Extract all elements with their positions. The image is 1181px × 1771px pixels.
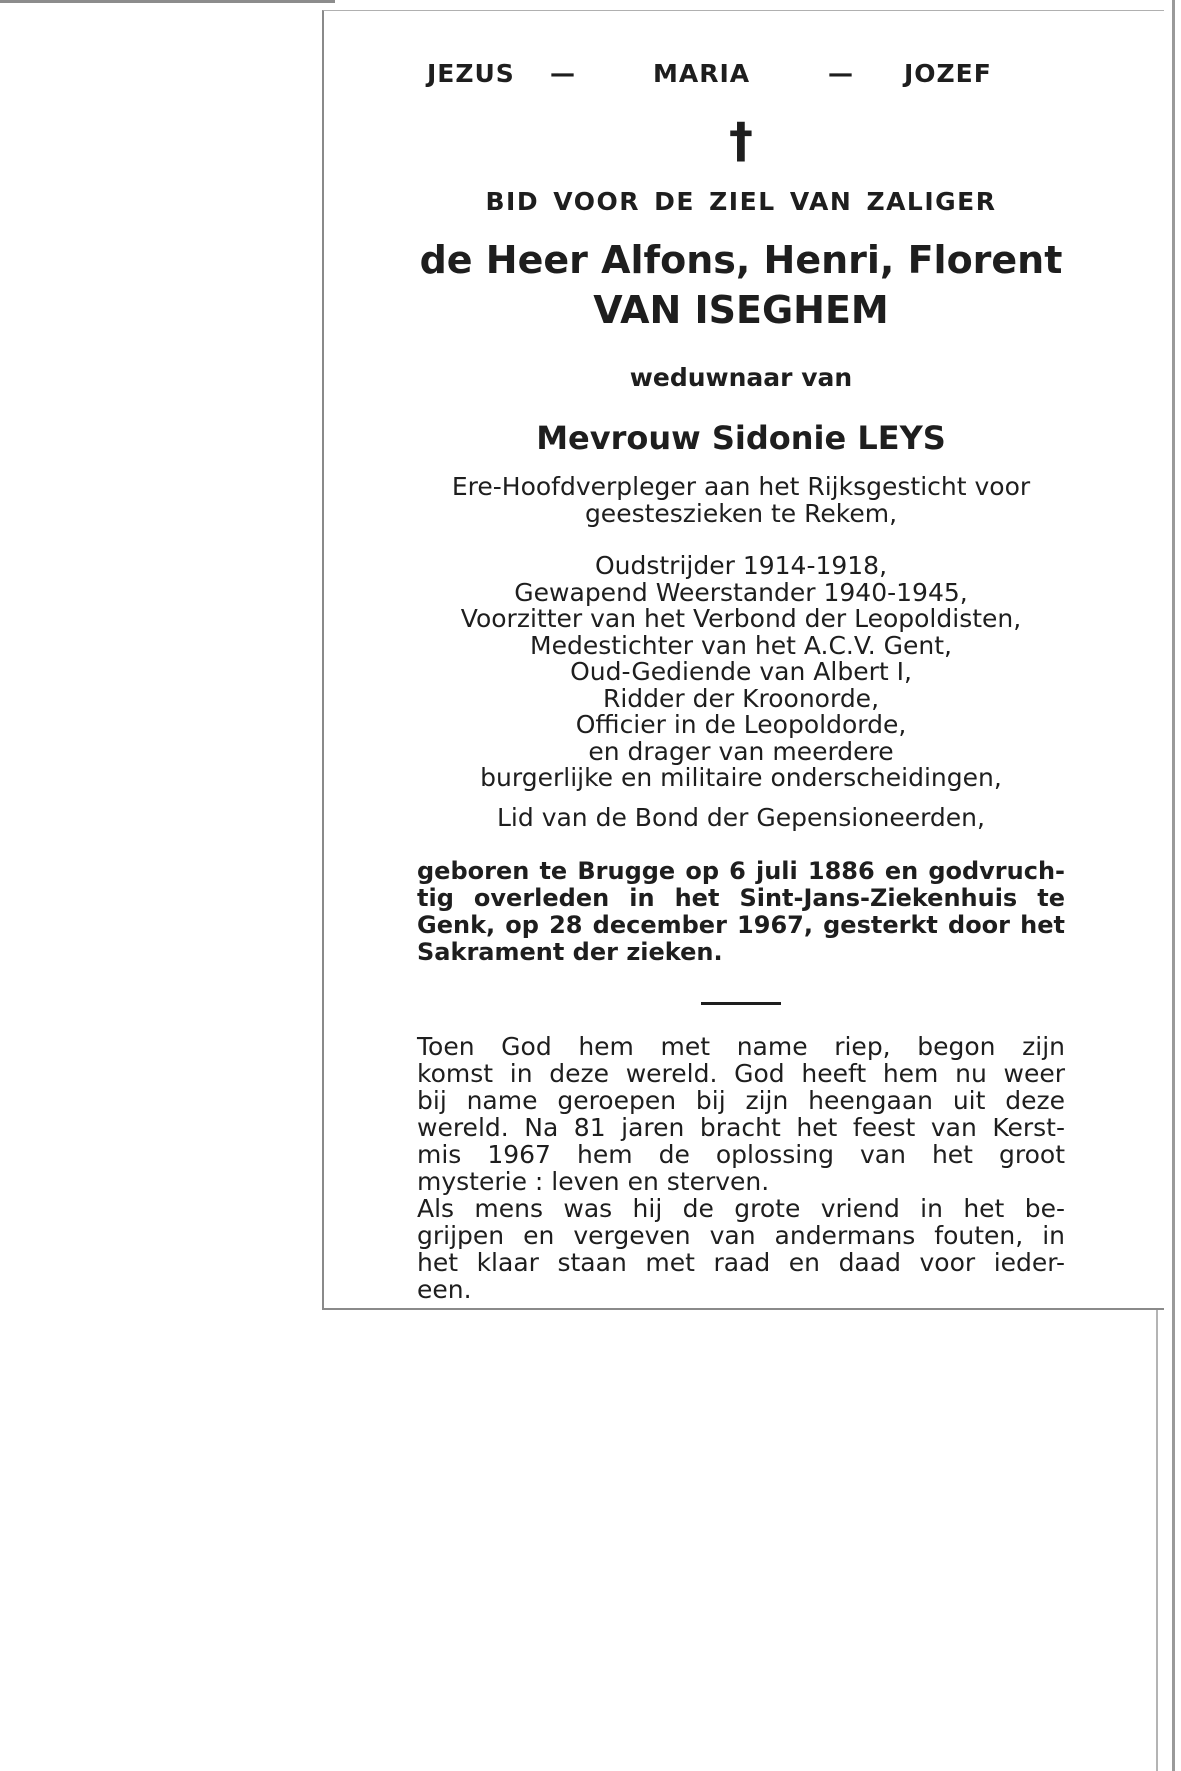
title-line: burgerlijke en militaire onderscheidingen, [480, 763, 1002, 792]
memorial-line: Toen God hem met name riep, begon zijn [417, 1032, 1065, 1061]
deceased-given-names: de Heer Alfons, Henri, Florent [419, 238, 1063, 282]
memorial-line: Als mens was hij de grote vriend in het be- [417, 1194, 1065, 1223]
membership-line: Lid van de Bond der Gepensioneerden, [497, 803, 985, 832]
memorial-line: wereld. Na 81 jaren bracht het feest van Kerst- [417, 1113, 1065, 1142]
title-line: geesteszieken te Rekem, [584, 498, 898, 528]
memorial-line: het klaar staan met raad en daad voor ieder- [417, 1248, 1065, 1277]
header-jezus: JEZUS [427, 59, 515, 88]
memorial-line: bij name geroepen bij zijn heengaan uit deze [417, 1086, 1065, 1115]
header-jozef: JOZEF [904, 59, 992, 88]
title-line: Voorzitter van het Verbond der Leopoldisten, [460, 604, 1022, 633]
spouse-name: Mevrouw Sidonie LEYS [536, 419, 946, 457]
holy-family-header [417, 59, 1065, 99]
titles-list [417, 474, 1065, 792]
title-line: Ridder der Kroonorde, [602, 683, 880, 713]
widower-label: weduwnaar van [629, 363, 853, 392]
birth-death-line: geboren te Brugge op 6 juli 1886 en godvruch- [417, 857, 1065, 885]
scan-edge-right [1172, 0, 1175, 1771]
scan-edge-right-inner [1156, 1310, 1158, 1771]
memorial-line: komst in deze wereld. God heeft hem nu weer [417, 1059, 1065, 1088]
birth-death-line: Sakrament der zieken. [417, 938, 723, 966]
title-line: en drager van meerdere [588, 736, 894, 766]
title-line: Officier in de Leopoldorde, [575, 710, 907, 739]
birth-death-line: Genk, op 28 december 1967, gesterkt door het [417, 911, 1065, 939]
title-line: Ere-Hoofdverpleger aan het Rijksgesticht voor [451, 472, 1031, 501]
title-line: Gewapend Weerstander 1940-1945, [514, 577, 968, 607]
header-maria: MARIA [653, 59, 751, 88]
birth-death-paragraph [417, 858, 1065, 966]
memorial-paragraph [417, 1033, 1065, 1303]
memorial-card [322, 10, 1164, 1310]
prayer-line: BID VOOR DE ZIEL VAN ZALIGER [485, 187, 997, 216]
deceased-surname: VAN ISEGHEM [593, 288, 889, 332]
section-divider [701, 1002, 781, 1005]
header-dash-1: — [550, 59, 576, 88]
title-line: Oudstrijder 1914-1918, [594, 551, 888, 580]
cross-icon: † [729, 113, 753, 169]
memorial-line: mysterie : leven en sterven. [417, 1167, 770, 1196]
birth-death-line: tig overleden in het Sint-Jans-Ziekenhuis te [417, 884, 1065, 912]
title-line: Oud-Gediende van Albert I, [570, 657, 912, 686]
header-dash-2: — [828, 59, 854, 88]
scan-edge-top [0, 0, 335, 3]
memorial-line: een. [417, 1275, 472, 1304]
memorial-line: mis 1967 hem de oplossing van het groot [417, 1140, 1065, 1169]
memorial-line: grijpen en vergeven van andermans fouten, in [417, 1221, 1065, 1250]
title-line: Medestichter van het A.C.V. Gent, [530, 630, 952, 660]
